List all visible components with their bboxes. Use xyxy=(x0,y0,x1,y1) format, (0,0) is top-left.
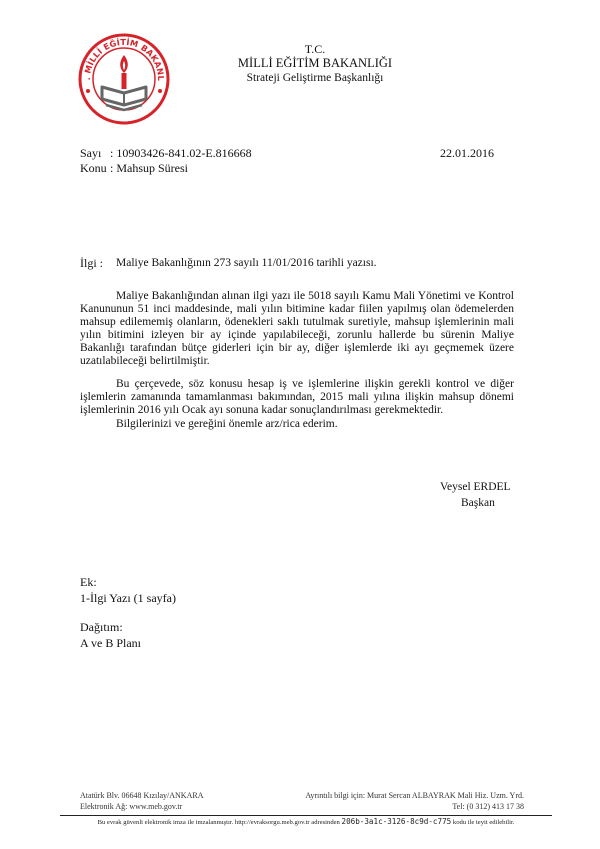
body-paragraph-3 xyxy=(80,418,514,431)
body-paragraph-1-text: Maliye Bakanlığından alınan ilgi yazı ile 5018 sayılı Kamu Mali Yönetimi ve Kontrol Kanununun 51 inci maddesinde, mali yılın bitimine kadar fiilen yapılmış olan ödemelerden mahsup edilememiş olanların, ödenekleri saklı tutulmak suretiyle, mahsup işlemlerinin mali yılın bitimini izleyen bir ay içinde yapılabileceği, zorunlu hallerde bu sürenin Maliye Bakanlığı tarafından bütçe giderleri için bir ay, diğer işlemlerde iki ayı geçmemek üzere uzatılabileceği belirtilmiştir. xyxy=(80,290,514,367)
body-paragraph-2 xyxy=(80,378,514,417)
header-tc: T.C. xyxy=(304,42,326,56)
sayi-label: Sayı xyxy=(80,146,102,160)
signatory-name: Veysel ERDEL xyxy=(440,481,511,493)
verification-suffix: kodu ile teyit edilebilir. xyxy=(452,819,515,826)
document-date: 22.01.2016 xyxy=(440,146,494,160)
signatory-title: Başkan xyxy=(461,497,495,509)
verification-code: 206b-3a1c-3126-8c9d-c775 xyxy=(341,817,452,826)
body-paragraph-1 xyxy=(80,290,514,368)
distribution-label: Dağıtım: xyxy=(80,620,123,634)
sayi-value: : 10903426-841.02-E.816668 xyxy=(110,146,252,160)
ilgi-text: Maliye Bakanlığının 273 sayılı 11/01/2016 tarihli yazısı. xyxy=(116,257,377,269)
attachments-label: Ek: xyxy=(80,575,97,589)
body-paragraph-3-text: Bilgilerinizi ve gereğini önemle arz/rica ederim. xyxy=(116,418,338,430)
svg-text:T.C. MİLLİ EĞİTİM BAKANLIĞI: . MİLLİ EĞİTİM BAKANL xyxy=(81,36,167,82)
footer-phone: Tel: (0 312) 413 17 38 xyxy=(452,802,524,811)
header-department: Strateji Geliştirme Başkanlığı xyxy=(246,72,384,84)
header-ministry: MİLLİ EĞİTİM BAKANLIĞI xyxy=(237,56,393,70)
konu-value: : Mahsup Süresi xyxy=(110,161,188,175)
attachment-item: 1-İlgi Yazı (1 sayfa) xyxy=(80,591,176,605)
konu-label: Konu xyxy=(80,161,107,175)
verification-prefix: Bu evrak güvenli elektronik imza ile imzalanmıştır. http://evraksorgu.meb.gov.tr adresinden xyxy=(97,819,340,826)
footer-contact: Ayrıntılı bilgi için: Murat Sercan ALBAYRAK Mali Hiz. Uzm. Yrd. xyxy=(305,791,524,800)
ilgi-label: İlgi : xyxy=(80,256,103,270)
footer-web: Elektronik Ağ: www.meb.gov.tr xyxy=(80,802,183,811)
footer-address: Atatürk Blv. 06648 Kızılay/ANKARA xyxy=(80,791,204,800)
body-paragraph-2-text: Bu çerçevede, söz konusu hesap iş ve işlemlerine ilişkin gerekli kontrol ve diğer işlemlerin zamanında tamamlanması bakımından, 2015 mali yılına ilişkin mahsup dönemi işlemlerinin 2016 yılı Ocak ayı sonuna kadar sonuçlandırılması gerekmektedir. xyxy=(80,378,514,416)
distribution-item: A ve B Planı xyxy=(80,636,142,650)
verification-bar xyxy=(60,815,552,829)
ministry-logo xyxy=(78,33,170,125)
